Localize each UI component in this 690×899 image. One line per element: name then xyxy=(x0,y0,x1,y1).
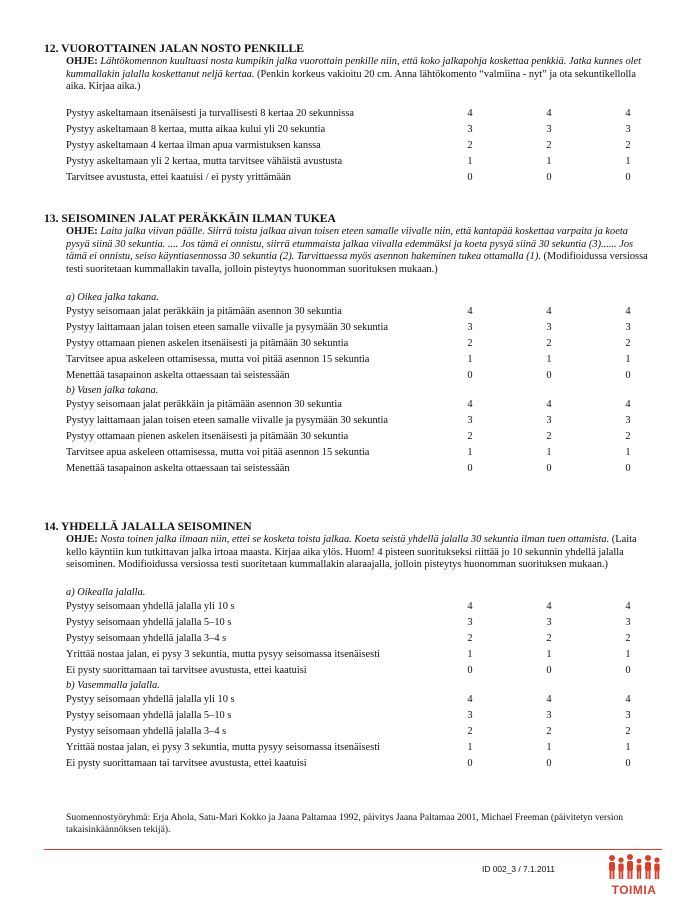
score-1: 1 xyxy=(467,447,473,459)
section-title: 13. SEISOMINEN JALAT PERÄKKÄIN ILMAN TUKEA xyxy=(44,212,336,225)
score-1: 2 xyxy=(467,725,473,737)
section-title: 12. VUOROTTAINEN JALAN NOSTO PENKILLE xyxy=(44,42,304,55)
score-row xyxy=(66,336,650,352)
score-2: 4 xyxy=(546,693,552,705)
row-label: Menettää tasapainon askelta ottaessaan tai seistessään xyxy=(66,463,290,475)
score-1: 0 xyxy=(467,370,473,382)
score-row xyxy=(66,740,650,756)
section-instructions xyxy=(66,534,650,572)
score-1: 2 xyxy=(467,431,473,443)
score-3: 0 xyxy=(625,664,631,676)
score-2: 0 xyxy=(546,757,552,769)
score-2: 2 xyxy=(546,725,552,737)
score-row xyxy=(66,122,650,138)
section-title: 14. YHDELLÄ JALALLA SEISOMINEN xyxy=(44,520,252,533)
score-2: 1 xyxy=(546,354,552,366)
score-3: 1 xyxy=(625,648,631,660)
row-label: Pystyy seisomaan yhdellä jalalla yli 10 s xyxy=(66,600,235,612)
row-label: Tarvitsee apua askeleen ottamisessa, mutta voi pitää asennon 15 sekuntia xyxy=(66,447,370,459)
score-1: 4 xyxy=(467,399,473,411)
row-label: Ei pysty suorittamaan tai tarvitsee avustusta, ettei kaatuisi xyxy=(66,757,307,769)
section-14 xyxy=(44,520,650,772)
score-3: 1 xyxy=(625,741,631,753)
score-row xyxy=(66,647,650,663)
row-label: Pystyy seisomaan yhdellä jalalla 3–4 s xyxy=(66,632,227,644)
score-2: 2 xyxy=(546,632,552,644)
score-row xyxy=(66,170,650,186)
score-row xyxy=(66,368,650,384)
score-row xyxy=(66,397,650,413)
score-3: 4 xyxy=(625,306,631,318)
section-instructions xyxy=(66,56,650,94)
row-label: Tarvitsee apua askeleen ottamisessa, mutta voi pitää asennon 15 sekuntia xyxy=(66,354,370,366)
score-rows xyxy=(66,586,650,772)
score-2: 4 xyxy=(546,399,552,411)
score-2: 2 xyxy=(546,139,552,151)
score-1: 3 xyxy=(467,415,473,427)
score-2: 3 xyxy=(546,322,552,334)
score-1: 0 xyxy=(467,664,473,676)
row-label: Pystyy askeltamaan itsenäisesti ja turvallisesti 8 kertaa 20 sekunnissa xyxy=(66,107,354,119)
score-2: 1 xyxy=(546,741,552,753)
score-row xyxy=(66,106,650,122)
score-row xyxy=(66,304,650,320)
logo-text: TOIMIA xyxy=(611,883,657,897)
row-label: Menettää tasapainon askelta ottaessaan tai seistessään xyxy=(66,370,290,382)
instruction-plain: (Penkin korkeus vakioitu 20 cm. Anna lähtökomento “valmiina - nyt” ja ota sekuntikellolla aika. Kirjaa aika.) xyxy=(66,68,636,93)
score-3: 0 xyxy=(625,463,631,475)
subsection-heading: a) Oikea jalka takana. xyxy=(66,292,159,304)
score-1: 2 xyxy=(467,139,473,151)
row-label: Pystyy ottamaan pienen askelen itsenäisesti ja pitämään 30 sekuntia xyxy=(66,338,349,350)
row-label: Pystyy askeltamaan 8 kertaa, mutta aikaa kului yli 20 sekuntia xyxy=(66,123,326,135)
score-row xyxy=(66,599,650,615)
score-row xyxy=(66,352,650,368)
score-row xyxy=(66,413,650,429)
score-1: 3 xyxy=(467,322,473,334)
score-row xyxy=(66,615,650,631)
instruction-plain: (Modifioidussa versiossa testi suoritetaan kummallakin tavalla, jolloin pisteytys huonomman suorituksen mukaan.) xyxy=(66,251,648,275)
score-3: 2 xyxy=(625,139,631,151)
section-instructions xyxy=(66,226,650,276)
instruction-lead: OHJE: xyxy=(66,56,98,67)
score-row xyxy=(66,724,650,740)
score-2: 4 xyxy=(546,107,552,119)
score-1: 4 xyxy=(467,107,473,119)
score-3: 3 xyxy=(625,322,631,334)
translation-credits: Suomennostyöryhmä: Erja Ahola, Satu-Mari Kokko ja Jaana Paltamaa 1992, päivitys Jaana Paltamaa 2001, Michael Freeman (päivitetyn version takaisinkäännöksen tekijä). xyxy=(66,812,624,835)
score-2: 2 xyxy=(546,338,552,350)
score-2: 3 xyxy=(546,616,552,628)
score-row xyxy=(66,692,650,708)
row-label: Pystyy ottamaan pienen askelen itsenäisesti ja pitämään 30 sekuntia xyxy=(66,431,349,443)
score-row xyxy=(66,154,650,170)
score-3: 4 xyxy=(625,107,631,119)
score-1: 1 xyxy=(467,354,473,366)
score-3: 3 xyxy=(625,616,631,628)
score-2: 3 xyxy=(546,123,552,135)
row-label: Pystyy seisomaan jalat peräkkäin ja pitämään asennon 30 sekuntia xyxy=(66,399,342,411)
row-label: Pystyy askeltamaan yli 2 kertaa, mutta tarvitsee vähäistä avustusta xyxy=(66,155,343,167)
score-1: 3 xyxy=(467,123,473,135)
row-label: Tarvitsee avustusta, ettei kaatuisi / ei pysty yrittämään xyxy=(66,171,291,183)
score-3: 3 xyxy=(625,415,631,427)
subsection-heading: a) Oikealla jalalla. xyxy=(66,586,146,598)
row-label: Pystyy seisomaan yhdellä jalalla 5–10 s xyxy=(66,616,232,628)
row-label: Pystyy seisomaan yhdellä jalalla 5–10 s xyxy=(66,709,232,721)
score-3: 1 xyxy=(625,155,631,167)
score-2: 1 xyxy=(546,447,552,459)
instruction-italic: Nosta toinen jalka ilmaan niin, ettei se kosketa toista jalkaa. Koeta seistä yhdellä jalalla 30 sekuntia ilman tuen ottamista. xyxy=(100,534,610,545)
score-row xyxy=(66,138,650,154)
subsection-heading: b) Vasemmalla jalalla. xyxy=(66,679,160,691)
score-2: 4 xyxy=(546,600,552,612)
score-2: 0 xyxy=(546,463,552,475)
row-label: Ei pysty suorittamaan tai tarvitsee avustusta, ettei kaatuisi xyxy=(66,664,307,676)
score-1: 1 xyxy=(467,155,473,167)
toimia-logo xyxy=(606,852,662,896)
score-row xyxy=(66,461,650,477)
score-1: 4 xyxy=(467,306,473,318)
score-row xyxy=(66,708,650,724)
score-1: 3 xyxy=(467,709,473,721)
score-1: 4 xyxy=(467,600,473,612)
score-3: 0 xyxy=(625,171,631,183)
score-2: 3 xyxy=(546,709,552,721)
score-row xyxy=(66,320,650,336)
row-label: Pystyy laittamaan jalan toisen eteen samalle viivalle ja pysymään 30 sekuntia xyxy=(66,322,389,334)
score-1: 1 xyxy=(467,648,473,660)
score-row xyxy=(66,631,650,647)
row-label: Pystyy seisomaan yhdellä jalalla yli 10 s xyxy=(66,693,235,705)
instruction-plain: (Laita kello käyntiin kun tutkittavan jalka irtoaa maasta. Kirjaa aika ylös. Huom! 4 pisteen suoritukseksi riittää jo 10 sekunnin yhdellä jalalla seisominen. Modifioidussa versiossa testi suoritetaan kummallakin alaraajalla, jolloin pisteytys huonomman suorituksen mukaan.) xyxy=(66,534,637,571)
score-2: 1 xyxy=(546,155,552,167)
score-3: 4 xyxy=(625,693,631,705)
score-2: 3 xyxy=(546,415,552,427)
score-1: 3 xyxy=(467,616,473,628)
score-3: 1 xyxy=(625,447,631,459)
footer-divider xyxy=(44,849,662,850)
score-3: 2 xyxy=(625,431,631,443)
score-3: 3 xyxy=(625,709,631,721)
score-2: 1 xyxy=(546,648,552,660)
score-1: 1 xyxy=(467,741,473,753)
score-3: 1 xyxy=(625,354,631,366)
score-2: 0 xyxy=(546,370,552,382)
section-13 xyxy=(44,212,650,477)
instruction-lead: OHJE: xyxy=(66,226,98,237)
score-3: 0 xyxy=(625,757,631,769)
score-3: 4 xyxy=(625,399,631,411)
score-3: 4 xyxy=(625,600,631,612)
score-3: 3 xyxy=(625,123,631,135)
row-label: Pystyy askeltamaan 4 kertaa ilman apua varmistuksen kanssa xyxy=(66,139,321,151)
instruction-lead: OHJE: xyxy=(66,534,98,545)
score-1: 2 xyxy=(467,338,473,350)
score-2: 0 xyxy=(546,664,552,676)
score-2: 0 xyxy=(546,171,552,183)
score-1: 4 xyxy=(467,693,473,705)
score-row xyxy=(66,445,650,461)
subsection-heading: b) Vasen jalka takana. xyxy=(66,385,159,397)
score-2: 2 xyxy=(546,431,552,443)
score-2: 4 xyxy=(546,306,552,318)
instruction-italic: Laita jalka viivan päälle. Siirrä toista jalkaa aivan toisen eteen samalle viivalle niin, että kantapää koskettaa varpaita ja koeta pysyä siinä 30 sekuntia. .... Jos tämä ei onnistu, siirrä etummaista jalkaa viivalla edemmäksi ja koeta pysyä siinä 30 sekuntia (3)...... Jos tämä ei onnistu, seiso käyntiasennossa 30 sekuntia (2). Tarvittaessa myös asennon hakeminen tukea ottamalla (1). xyxy=(66,226,634,263)
score-1: 2 xyxy=(467,632,473,644)
score-3: 2 xyxy=(625,338,631,350)
row-label: Pystyy seisomaan jalat peräkkäin ja pitämään asennon 30 sekuntia xyxy=(66,306,342,318)
score-row xyxy=(66,756,650,772)
document-id: ID 002_3 / 7.1.2011 xyxy=(482,864,555,874)
score-1: 0 xyxy=(467,757,473,769)
score-1: 0 xyxy=(467,171,473,183)
row-label: Yrittää nostaa jalan, ei pysy 3 sekuntia, mutta pysyy seisomassa itsenäisesti xyxy=(66,741,380,753)
instruction-italic: Lähtökomennon kuultuasi nosta kumpikin jalka vuorottain penkille niin, että koko jalkapohja koskettaa penkkiä. Jatka kunnes olet kummallakin jalalla koskettanut neljä kertaa. xyxy=(66,56,642,80)
score-3: 2 xyxy=(625,725,631,737)
score-3: 0 xyxy=(625,370,631,382)
score-rows xyxy=(66,291,650,477)
people-figures-icon xyxy=(606,852,662,882)
row-label: Pystyy laittamaan jalan toisen eteen samalle viivalle ja pysymään 30 sekuntia xyxy=(66,415,389,427)
score-3: 2 xyxy=(625,632,631,644)
score-row xyxy=(66,429,650,445)
row-label: Pystyy seisomaan yhdellä jalalla 3–4 s xyxy=(66,725,227,737)
section-12 xyxy=(44,42,650,186)
row-label: Yrittää nostaa jalan, ei pysy 3 sekuntia, mutta pysyy seisomassa itsenäisesti xyxy=(66,648,380,660)
score-rows xyxy=(66,106,650,186)
score-1: 0 xyxy=(467,463,473,475)
score-row xyxy=(66,663,650,679)
